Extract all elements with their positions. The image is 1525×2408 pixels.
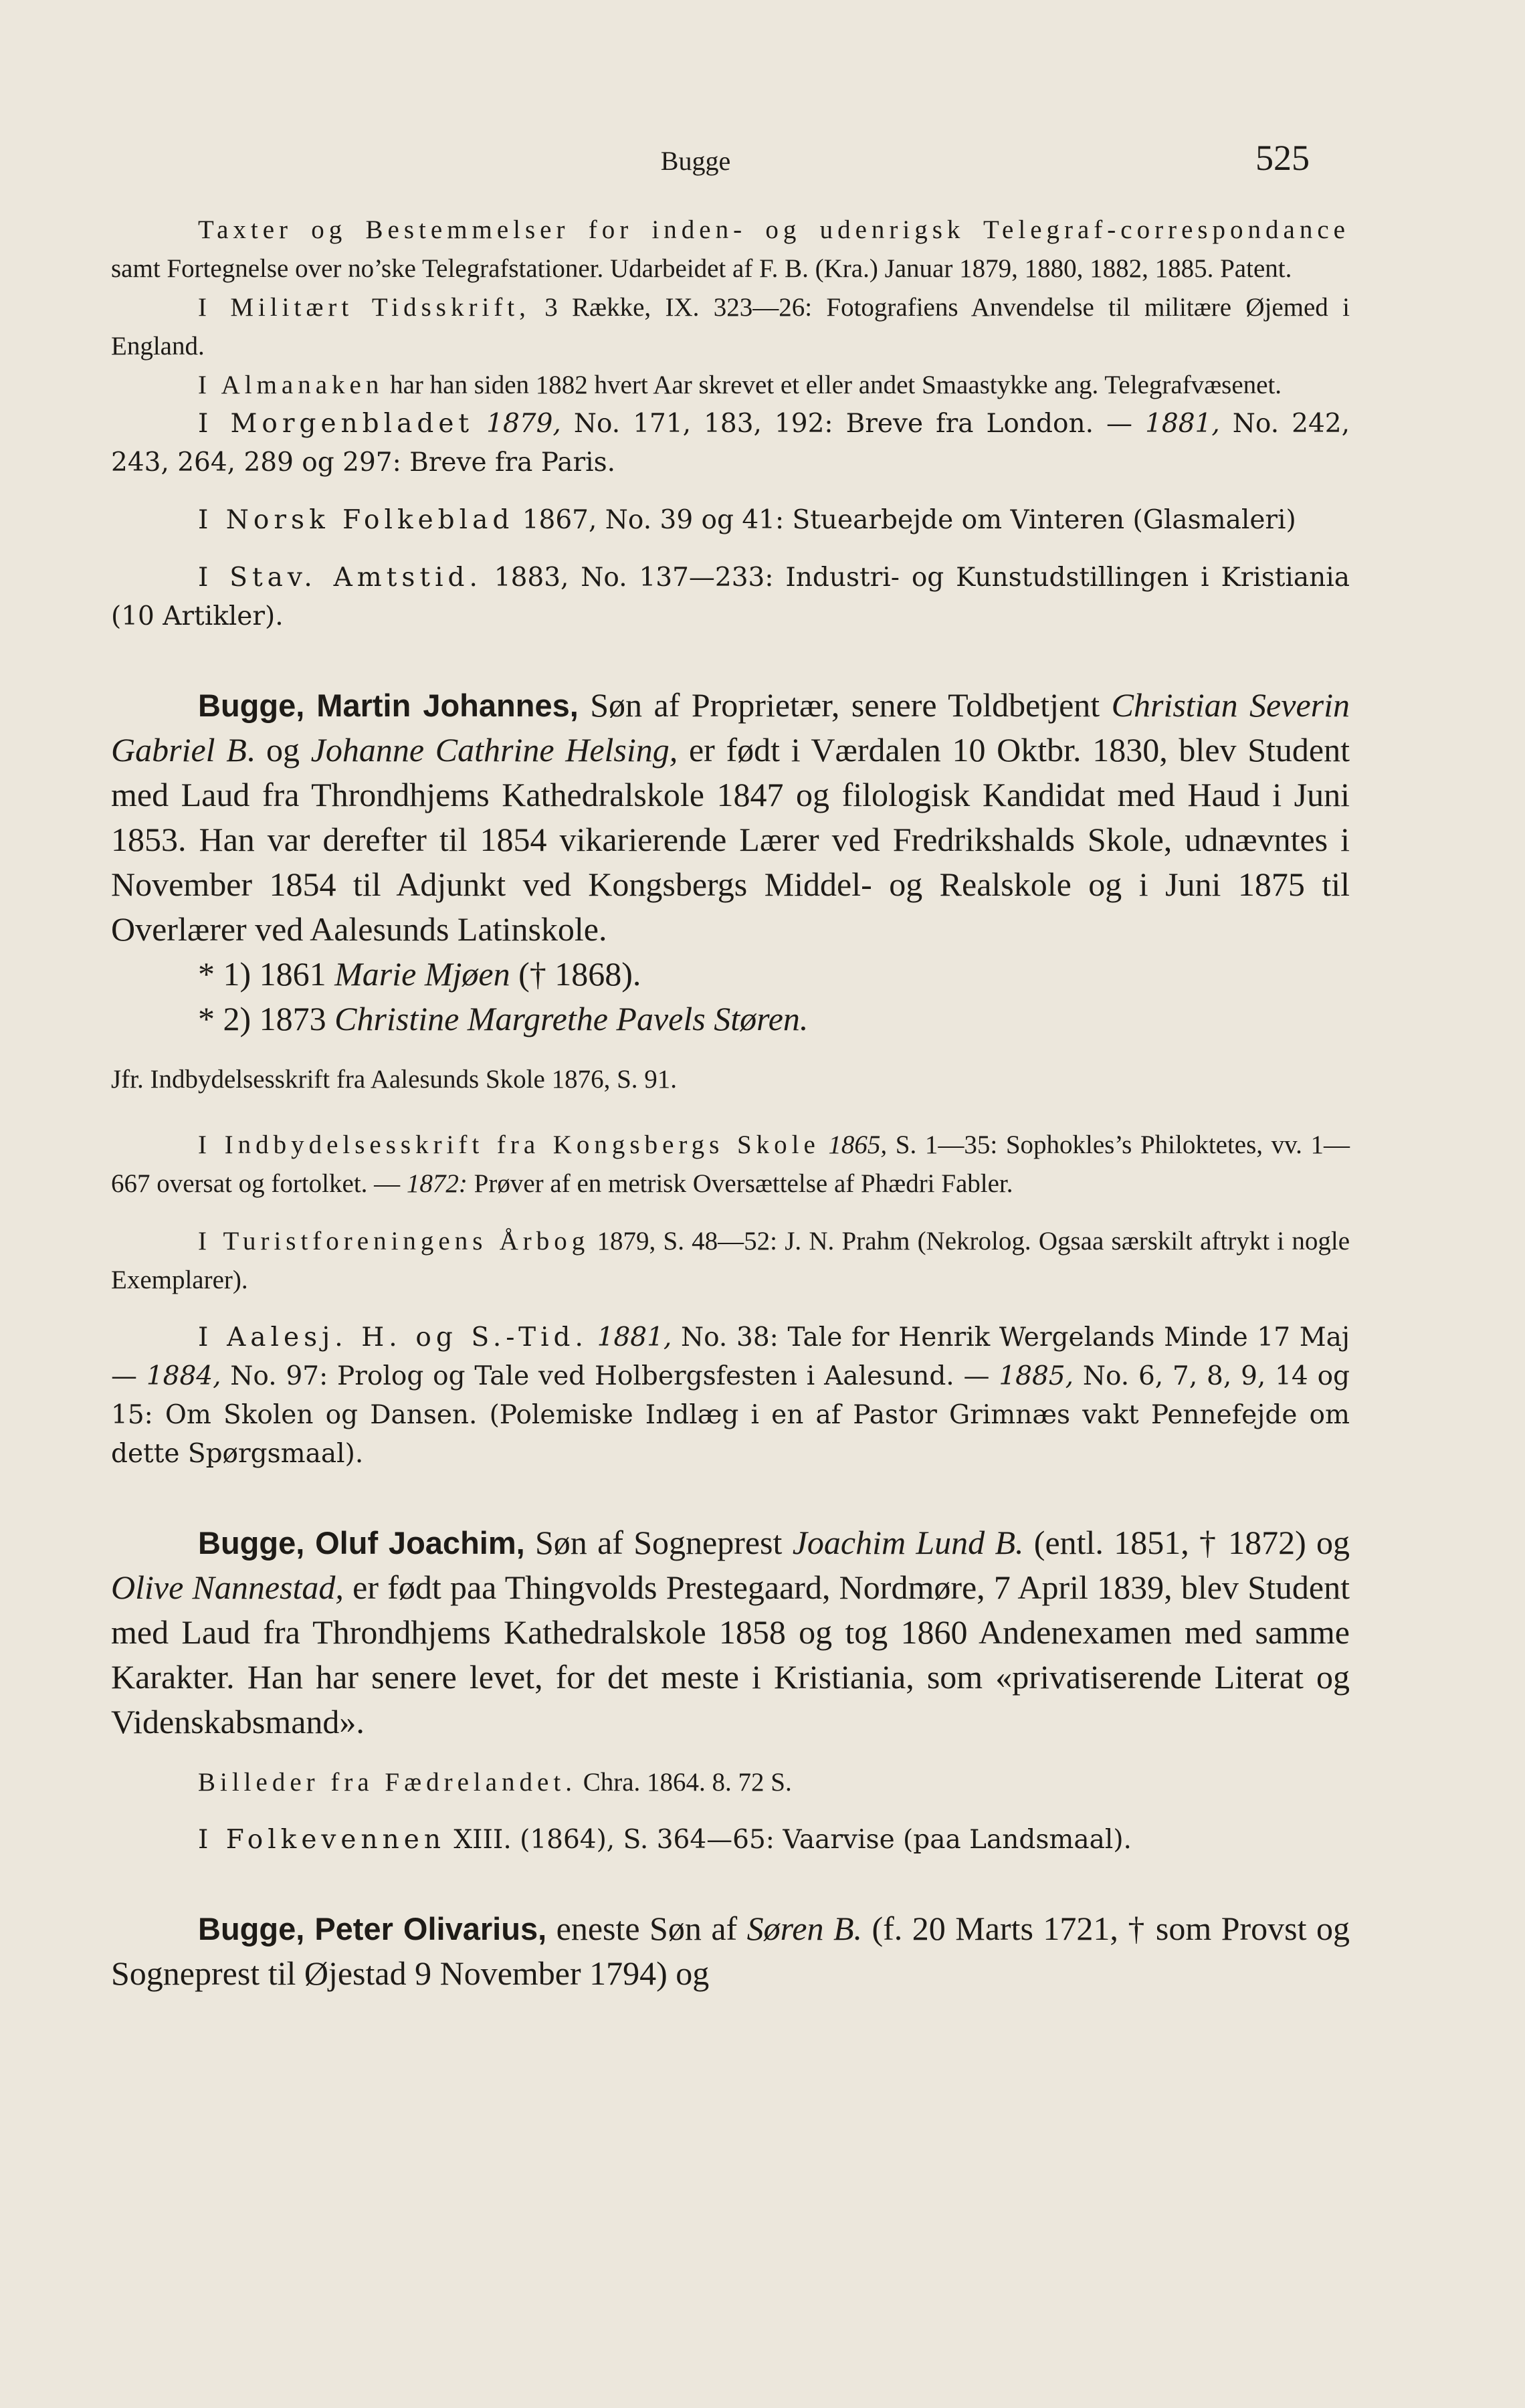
bibliography-item: I Stav. Amtstid. 1883, No. 137—233: Industri- og Kunstudstillingen i Kristiania (10 Artikler). (111, 563, 1350, 631)
bibliography-item: I Turistforeningens Årbog 1879, S. 48—52: J. N. Prahm (Nekrolog. Ogsaa særskilt aftrykt i nogle Exemplarer). (111, 1227, 1350, 1294)
bibliography-item: I Almanaken har han siden 1882 hvert Aar skrevet et eller andet Smaastykke ang. Telegrafvæsenet. (198, 371, 1282, 399)
page-body (111, 211, 1350, 1996)
header-title: Bugge (660, 146, 731, 176)
page-number: 525 (1255, 138, 1310, 178)
bibliography-item: I Militært Tidsskrift, 3 Række, IX. 323—26: Fotografiens Anvendelse til militære Øjemed i England. (111, 293, 1350, 361)
bibliography-item: I Aalesj. H. og S.-Tid. 1881, No. 38: Tale for Henrik Wergelands Minde 17 Maj — 1884, No. 97: Prolog og Tale ved Holbergsfesten i Aalesund. — 1885, No. 6, 7, 8, 9, 14 og 15: Om Skolen og Dansen. (Polemiske Indlæg i en af Pastor Grimnæs vakt Pennefejde om dette Spørgsmaal). (111, 1322, 1350, 1469)
running-header (0, 137, 1525, 184)
bibliography-item: I Morgenbladet 1879, No. 171, 183, 192: Breve fra London. — 1881, No. 242, 243, 264, 289 og 297: Breve fra Paris. (111, 409, 1350, 478)
bibliography-item: I Folkevennen XIII. (1864), S. 364—65: Vaarvise (paa Landsmaal). (198, 1825, 1132, 1855)
bibliography-item: I Indbydelsesskrift fra Kongsbergs Skole 1865, S. 1—35: Sophokles’s Philoktetes, vv. 1—667 oversat og fortolket. — 1872: Prøver af en metrisk Oversættelse af Phædri Fabler. (111, 1130, 1350, 1198)
entry-text: Bugge, Peter Olivarius, eneste Søn af Søren B. (f. 20 Marts 1721, † som Provst og Sogneprest til Øjestad 9 November 1794) og (111, 1910, 1350, 1992)
entry-name: Bugge, Oluf Joachim, (198, 1525, 525, 1561)
entry-name: Bugge, Peter Olivarius, (198, 1911, 547, 1946)
entry-text: Bugge, Martin Johannes, Søn af Proprietær, senere Toldbetjent Christian Severin Gabriel B. og Johanne Cathrine Helsing, er født i Værdalen 10 Oktbr. 1830, blev Student med Laud fra Throndhjems Kathedralskole 1847 og filologisk Kandidat med Haud i Juni 1853. Han var derefter til 1854 vikarierende Lærer ved Fredrikshalds Skole, udnævntes i November 1854 til Adjunkt ved Kongsbergs Middel- og Realskole og i Juni 1875 til Overlærer ved Aalesunds Latinskole. (111, 686, 1350, 948)
bibliography-item: I Norsk Folkeblad 1867, No. 39 og 41: Stuearbejde om Vinteren (Glasmaleri) (198, 505, 1296, 535)
entry-peter-olivarius (111, 1906, 1350, 1996)
marriage-1: * 1) 1861 Marie Mjøen († 1868). (198, 955, 641, 993)
bibliography-item: Billeder fra Fædrelandet. Chra. 1864. 8. 72 S. (198, 1768, 792, 1797)
marriage-2: * 2) 1873 Christine Margrethe Pavels Støren. (198, 1000, 809, 1037)
reference: Jfr. Indbydelsesskrift fra Aalesunds Skole 1876, S. 91. (111, 1065, 678, 1094)
entry-name: Bugge, Martin Johannes, (198, 688, 579, 723)
entry-oluf-joachim (111, 1520, 1350, 1860)
bibliography-item: Taxter og Bestemmelser for inden- og udenrigsk Telegraf-correspondance samt Fortegnelse over no’ske Telegrafstationer. Udarbeidet af F. B. (Kra.) Januar 1879, 1880, 1882, 1885. Patent. (111, 215, 1350, 283)
entry-martin-johannes (111, 683, 1350, 1474)
entry-text: Bugge, Oluf Joachim, Søn af Sogneprest Joachim Lund B. (entl. 1851, † 1872) og Olive Nannestad, er født paa Thingvolds Prestegaard, Nordmøre, 7 April 1839, blev Student med Laud fra Throndhjems Kathedralskole 1858 og tog 1860 Andenexamen med samme Karakter. Han har senere levet, for det meste i Kristiania, som «privatiserende Literat og Videnskabsmand». (111, 1524, 1350, 1740)
